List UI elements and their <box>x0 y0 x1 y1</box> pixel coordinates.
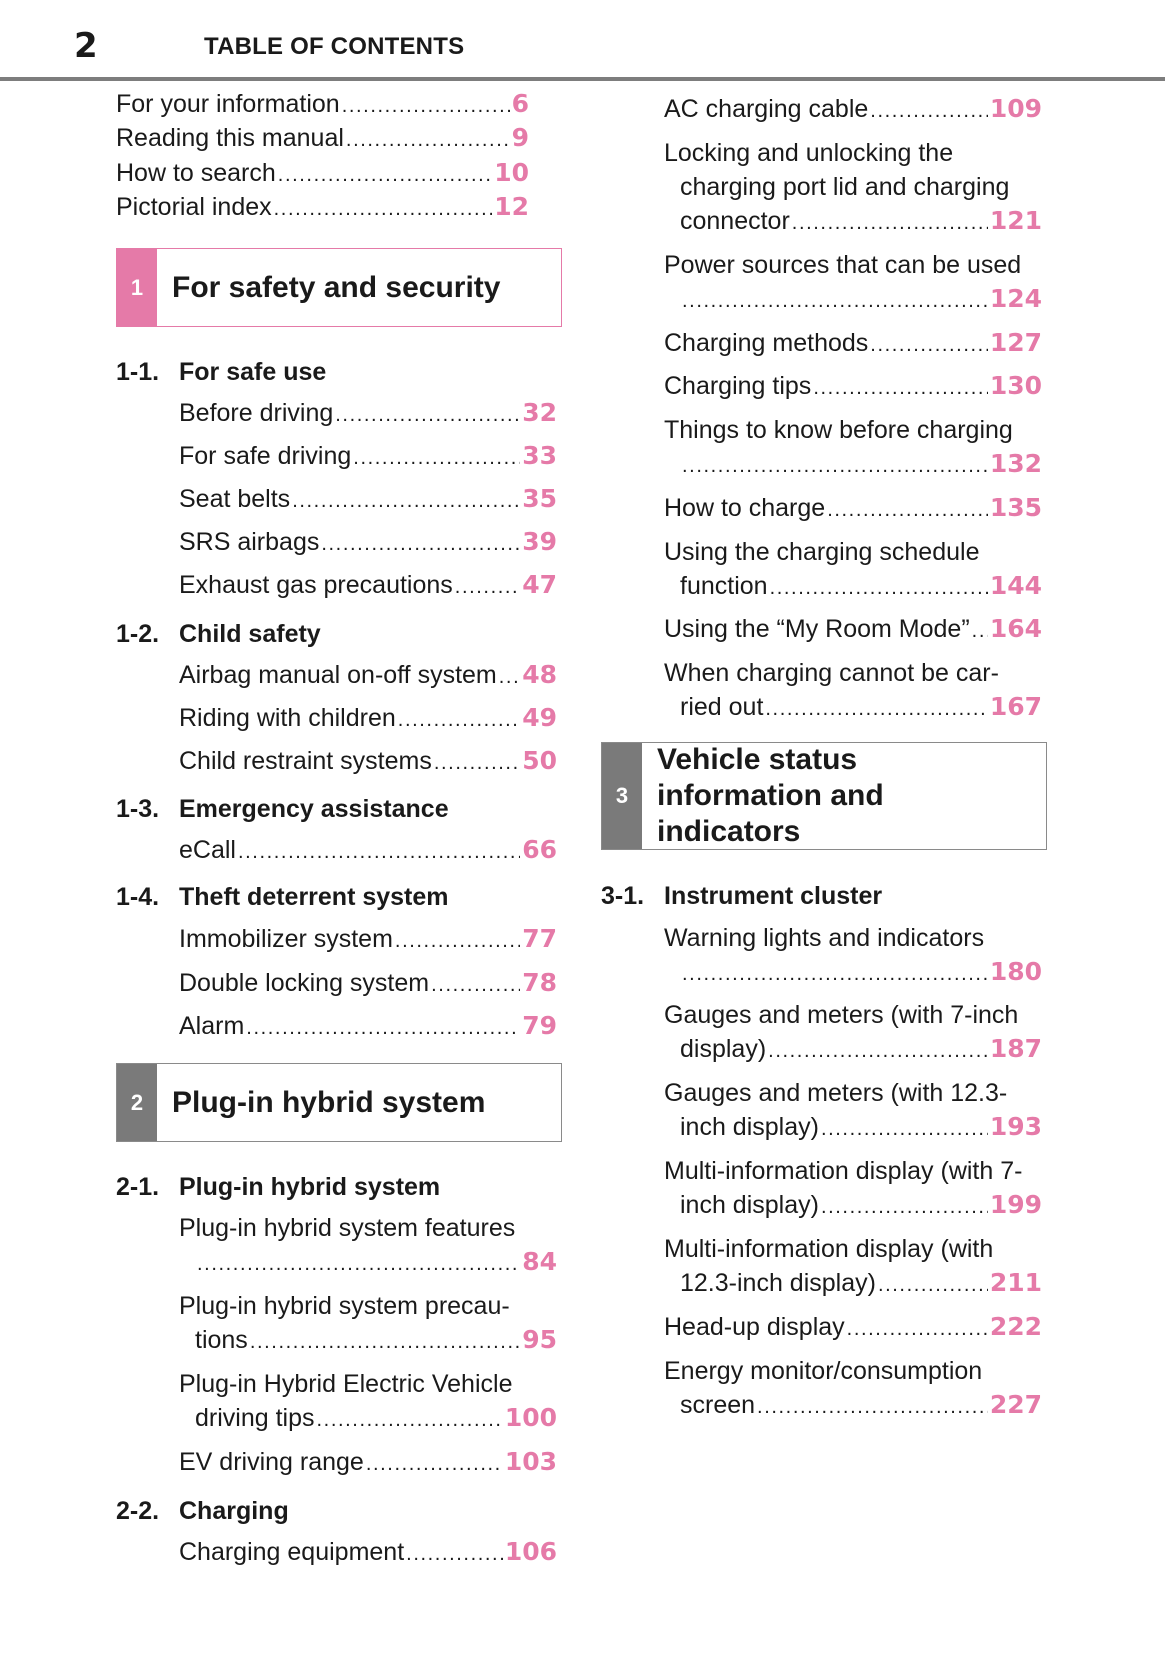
page-link[interactable]: 164 <box>989 614 1042 643</box>
leader-dots <box>821 1112 988 1146</box>
section-number: 3-1. <box>601 882 645 910</box>
page-link[interactable]: 167 <box>989 692 1042 721</box>
page-number: 2 <box>74 26 98 66</box>
entry-label: Child restraint systems <box>179 747 432 775</box>
leader-dots <box>770 571 988 605</box>
leader-dots <box>682 284 988 318</box>
page-link[interactable]: 130 <box>989 371 1042 400</box>
toc-entry[interactable] <box>116 87 529 123</box>
toc-entry[interactable] <box>179 1535 557 1571</box>
toc-entry[interactable] <box>179 482 557 518</box>
entry-label: Before driving <box>179 399 334 427</box>
entry-label: For safe driving <box>179 442 352 470</box>
toc-entry[interactable] <box>664 1310 1042 1346</box>
entry-label: Plug-in Hybrid Electric Vehicle <box>179 1370 513 1398</box>
entry-label: Things to know before charging <box>664 416 1013 444</box>
leader-dots <box>274 192 493 226</box>
section-title: Theft deterrent system <box>179 883 449 911</box>
leader-dots <box>792 206 988 240</box>
entry-label: Reading this manual <box>116 124 344 152</box>
page-link[interactable]: 84 <box>522 1247 557 1276</box>
toc-entry[interactable] <box>179 439 557 475</box>
entry-label: Alarm <box>179 1012 245 1040</box>
toc-entry[interactable] <box>664 612 1042 648</box>
header-divider <box>0 77 1165 81</box>
entry-label: Double locking system <box>179 969 430 997</box>
page-link[interactable]: 66 <box>522 835 557 864</box>
entry-label-cont: inch display) <box>680 1191 819 1219</box>
toc-entry[interactable] <box>179 1445 557 1481</box>
leader-dots <box>972 614 988 648</box>
page-link[interactable]: 35 <box>522 484 557 513</box>
section-title: For safe use <box>179 358 327 386</box>
page-link[interactable]: 77 <box>522 924 557 953</box>
entry-label: eCall <box>179 836 236 864</box>
page-link[interactable]: 109 <box>989 94 1042 123</box>
section-title: Instrument cluster <box>664 882 883 910</box>
page-link[interactable]: 227 <box>989 1390 1042 1419</box>
entry-label: How to search <box>116 159 276 187</box>
section-title: Child safety <box>179 620 321 648</box>
toc-entry[interactable] <box>664 998 1042 1068</box>
page-link[interactable]: 127 <box>989 328 1042 357</box>
page-link[interactable]: 12 <box>494 192 529 221</box>
page-link[interactable]: 95 <box>522 1325 557 1354</box>
entry-label: Energy monitor/consumption <box>664 1357 983 1385</box>
chapter-number-tab: 2 <box>117 1064 157 1141</box>
leader-dots <box>342 89 510 123</box>
leader-dots <box>870 328 988 362</box>
chapter-2-heading[interactable] <box>116 1063 562 1142</box>
entry-label: When charging cannot be car- <box>664 659 999 687</box>
leader-dots <box>250 1325 520 1359</box>
toc-entry[interactable] <box>179 1367 557 1437</box>
chapter-title: For safety and security <box>172 270 501 304</box>
leader-dots <box>821 1190 988 1224</box>
section-number: 2-1. <box>116 1173 160 1201</box>
entry-label: Multi-information display (with 7- <box>664 1157 1023 1185</box>
leader-dots <box>434 746 520 780</box>
page-link[interactable]: 48 <box>522 660 557 689</box>
toc-entry[interactable] <box>116 121 529 157</box>
entry-label: Power sources that can be used <box>664 251 1022 279</box>
entry-label: Gauges and meters (with 7-inch <box>664 1001 1019 1029</box>
entry-label: EV driving range <box>179 1448 364 1476</box>
page-title: TABLE OF CONTENTS <box>204 33 465 60</box>
section-heading[interactable] <box>116 1170 440 1204</box>
page-link[interactable]: 47 <box>522 570 557 599</box>
toc-entry[interactable] <box>664 1076 1042 1146</box>
section-heading[interactable] <box>116 355 326 389</box>
toc-entry[interactable] <box>664 413 1042 483</box>
entry-label: Charging equipment <box>179 1538 405 1566</box>
page-link[interactable]: 121 <box>989 206 1042 235</box>
entry-label: Seat belts <box>179 485 291 513</box>
leader-dots <box>406 1537 503 1571</box>
chapter-number-tab: 3 <box>602 743 642 849</box>
toc-entry[interactable] <box>179 396 557 432</box>
page-link[interactable]: 10 <box>494 158 529 187</box>
entry-label: Multi-information display (with <box>664 1235 994 1263</box>
page-link[interactable]: 180 <box>989 957 1042 986</box>
entry-label-cont: ried out <box>680 693 764 721</box>
page-link[interactable]: 49 <box>522 703 557 732</box>
toc-entry[interactable] <box>179 701 557 737</box>
leader-dots <box>827 493 988 527</box>
entry-label: Charging tips <box>664 372 812 400</box>
section-number: 1-1. <box>116 358 160 386</box>
section-number: 1-4. <box>116 883 160 911</box>
entry-label: Exhaust gas precautions <box>179 571 453 599</box>
leader-dots <box>499 660 520 694</box>
leader-dots <box>246 1011 520 1045</box>
leader-dots <box>878 1268 988 1302</box>
toc-entry[interactable] <box>664 248 1042 318</box>
leader-dots <box>431 968 520 1002</box>
entry-label-cont: function <box>680 572 768 600</box>
page-link[interactable]: 144 <box>989 571 1042 600</box>
toc-entry[interactable] <box>179 833 557 869</box>
chapter-1-heading[interactable] <box>116 248 562 327</box>
leader-dots <box>757 1390 988 1424</box>
entry-label: Riding with children <box>179 704 396 732</box>
page-link[interactable]: 132 <box>989 449 1042 478</box>
toc-entry[interactable] <box>179 922 557 958</box>
toc-entry[interactable] <box>664 921 1042 991</box>
entry-label: Warning lights and indicators <box>664 924 985 952</box>
entry-label: Gauges and meters (with 12.3- <box>664 1079 1008 1107</box>
toc-entry[interactable] <box>116 190 529 226</box>
toc-entry[interactable] <box>664 326 1042 362</box>
chapter-title-line: information and <box>657 779 884 812</box>
entry-label: Charging methods <box>664 329 869 357</box>
entry-label: Head-up display <box>664 1313 845 1341</box>
section-heading[interactable] <box>116 1494 289 1528</box>
entry-label: Plug-in hybrid system features <box>179 1214 516 1242</box>
entry-label-cont: charging port lid and charging <box>680 173 1010 201</box>
toc-entry[interactable] <box>664 1232 1042 1302</box>
toc-entry[interactable] <box>116 156 529 192</box>
entry-label-cont: driving tips <box>195 1404 315 1432</box>
page-link[interactable]: 135 <box>989 493 1042 522</box>
chapter-title: Plug-in hybrid system <box>172 1085 486 1119</box>
page-link[interactable]: 9 <box>511 123 529 152</box>
leader-dots <box>765 692 987 726</box>
entry-label-cont: tions <box>195 1326 248 1354</box>
toc-entry[interactable] <box>664 656 1042 726</box>
leader-dots <box>813 371 988 405</box>
page-link[interactable]: 6 <box>511 89 529 118</box>
section-heading[interactable] <box>116 792 449 826</box>
leader-dots <box>197 1247 520 1281</box>
section-heading[interactable] <box>601 879 882 913</box>
entry-label: SRS airbags <box>179 528 320 556</box>
leader-dots <box>366 1447 503 1481</box>
toc-entry[interactable] <box>664 92 1042 128</box>
leader-dots <box>321 527 520 561</box>
page-link[interactable]: 199 <box>989 1190 1042 1219</box>
entry-label-cont: screen <box>680 1391 756 1419</box>
toc-entry[interactable] <box>179 1289 557 1359</box>
entry-label-cont: 12.3-inch display) <box>680 1269 876 1297</box>
section-title: Emergency assistance <box>179 795 449 823</box>
chapter-number-tab: 1 <box>117 249 157 326</box>
entry-label: How to charge <box>664 494 826 522</box>
toc-entry[interactable] <box>179 658 557 694</box>
leader-dots <box>353 441 520 475</box>
page-link[interactable]: 211 <box>989 1268 1042 1297</box>
chapter-title-line: Vehicle status <box>657 743 858 776</box>
leader-dots <box>870 94 988 128</box>
section-heading[interactable] <box>116 617 321 651</box>
leader-dots <box>847 1312 988 1346</box>
leader-dots <box>395 924 520 958</box>
page-link[interactable]: 32 <box>522 398 557 427</box>
toc-entry[interactable] <box>179 1211 557 1281</box>
page-link[interactable]: 50 <box>522 746 557 775</box>
page-link[interactable]: 33 <box>522 441 557 470</box>
entry-label: Locking and unlocking the <box>664 139 954 167</box>
section-number: 1-2. <box>116 620 160 648</box>
entry-label: For your information <box>116 90 340 118</box>
toc-entry[interactable] <box>179 744 557 780</box>
leader-dots <box>398 703 520 737</box>
chapter-title-line: indicators <box>657 815 801 848</box>
entry-label: Immobilizer system <box>179 925 393 953</box>
leader-dots <box>278 158 492 192</box>
leader-dots <box>682 449 988 483</box>
toc-entry[interactable] <box>664 491 1042 527</box>
leader-dots <box>768 1034 988 1068</box>
toc-entry[interactable] <box>664 369 1042 405</box>
entry-label: Pictorial index <box>116 193 272 221</box>
page-link[interactable]: 79 <box>522 1011 557 1040</box>
leader-dots <box>317 1403 503 1437</box>
page-link[interactable]: 124 <box>989 284 1042 313</box>
page-link[interactable]: 39 <box>522 527 557 556</box>
page-link[interactable]: 103 <box>504 1447 557 1476</box>
page-link[interactable]: 78 <box>522 968 557 997</box>
toc-entry[interactable] <box>664 1354 1042 1424</box>
toc-entry[interactable] <box>179 966 557 1002</box>
section-heading[interactable] <box>116 880 449 914</box>
entry-label: Plug-in hybrid system precau- <box>179 1292 510 1320</box>
entry-label-cont: inch display) <box>680 1113 819 1141</box>
page-link[interactable]: 222 <box>989 1312 1042 1341</box>
toc-entry[interactable] <box>179 568 557 604</box>
section-title: Plug-in hybrid system <box>179 1173 441 1201</box>
page-link[interactable]: 106 <box>504 1537 557 1566</box>
leader-dots <box>292 484 520 518</box>
leader-dots <box>238 835 520 869</box>
entry-label: Using the “My Room Mode” <box>664 615 970 643</box>
toc-entry[interactable] <box>664 136 1042 240</box>
toc-entry[interactable] <box>179 1009 557 1045</box>
section-number: 2-2. <box>116 1497 160 1525</box>
leader-dots <box>346 123 510 157</box>
leader-dots <box>455 570 520 604</box>
entry-label-cont: display) <box>680 1035 767 1063</box>
page-link[interactable]: 187 <box>989 1034 1042 1063</box>
entry-label-cont: connector <box>680 207 790 235</box>
toc-entry[interactable] <box>664 535 1042 605</box>
entry-label: Airbag manual on-off system <box>179 661 497 689</box>
entry-label: Using the charging schedule <box>664 538 980 566</box>
page-link[interactable]: 100 <box>504 1403 557 1432</box>
toc-entry[interactable] <box>179 525 557 561</box>
section-number: 1-3. <box>116 795 160 823</box>
leader-dots <box>682 957 988 991</box>
section-title: Charging <box>179 1497 289 1525</box>
entry-label: AC charging cable <box>664 95 869 123</box>
leader-dots <box>335 398 520 432</box>
chapter-3-heading[interactable] <box>601 742 1047 850</box>
page-link[interactable]: 193 <box>989 1112 1042 1141</box>
toc-entry[interactable] <box>664 1154 1042 1224</box>
